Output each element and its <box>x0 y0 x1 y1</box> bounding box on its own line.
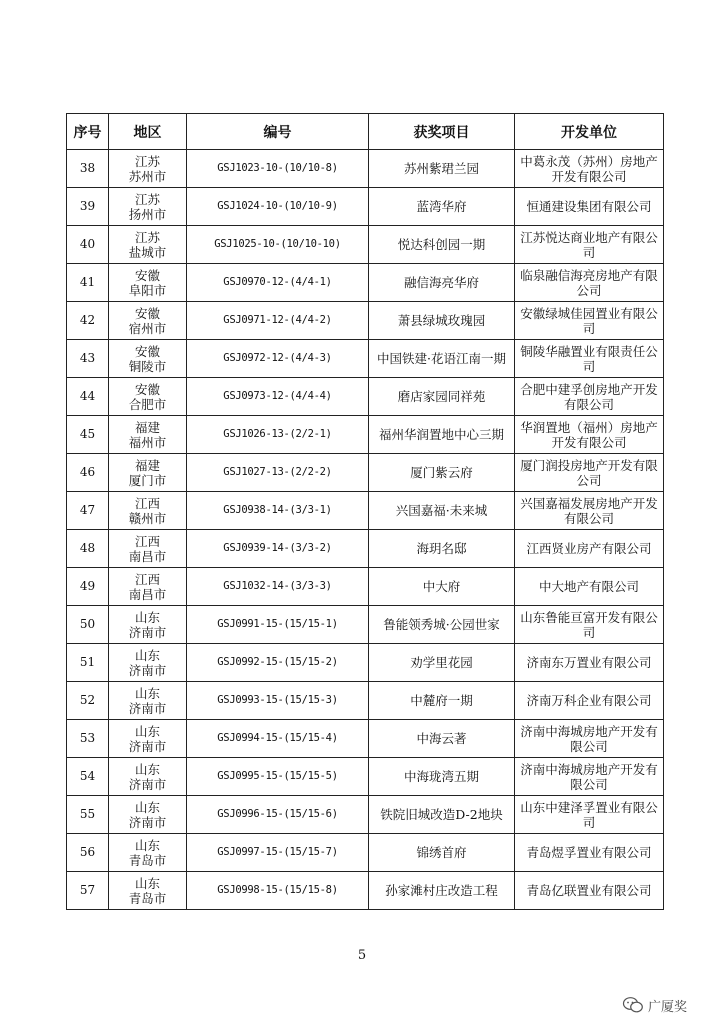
row-region <box>109 340 187 378</box>
region-city: 合肥市 <box>128 396 167 412</box>
row-code: GSJ1023-10-(10/10-8) <box>187 150 369 188</box>
row-code: GSJ0997-15-(15/15-7) <box>187 834 369 872</box>
row-project: 中海珑湾五期 <box>369 758 515 796</box>
row-code: GSJ1026-13-(2/2-1) <box>187 416 369 454</box>
row-code: GSJ0992-15-(15/15-2) <box>187 644 369 682</box>
table-row <box>67 834 664 872</box>
row-number: 38 <box>67 150 109 188</box>
row-code: GSJ0939-14-(3/3-2) <box>187 530 369 568</box>
region-city: 济南市 <box>128 738 167 754</box>
award-table <box>66 113 664 910</box>
row-number: 47 <box>67 492 109 530</box>
row-region <box>109 454 187 492</box>
row-region <box>109 378 187 416</box>
region-province: 山东 <box>134 875 160 891</box>
row-developer: 兴国嘉福发展房地产开发有限公司 <box>515 492 664 530</box>
table-row <box>67 530 664 568</box>
table-row <box>67 264 664 302</box>
region-city: 苏州市 <box>128 168 167 184</box>
table-row <box>67 606 664 644</box>
row-number: 51 <box>67 644 109 682</box>
region-province: 江苏 <box>134 153 160 169</box>
region-province: 安徽 <box>134 343 160 359</box>
region-province: 福建 <box>134 419 160 435</box>
row-region <box>109 492 187 530</box>
row-number: 55 <box>67 796 109 834</box>
row-number: 45 <box>67 416 109 454</box>
row-project: 中海云著 <box>369 720 515 758</box>
header-region: 地区 <box>109 114 187 150</box>
region-city: 青岛市 <box>128 890 167 906</box>
row-project: 兴国嘉福·未来城 <box>369 492 515 530</box>
region-province: 江西 <box>134 533 160 549</box>
wechat-icon <box>622 996 644 1014</box>
region-city: 南昌市 <box>128 548 167 564</box>
row-code: GSJ1027-13-(2/2-2) <box>187 454 369 492</box>
page-number: 5 <box>357 948 367 963</box>
row-code: GSJ0991-15-(15/15-1) <box>187 606 369 644</box>
row-region <box>109 758 187 796</box>
region-province: 江苏 <box>134 191 160 207</box>
row-region <box>109 226 187 264</box>
row-developer: 青岛亿联置业有限公司 <box>515 872 664 910</box>
row-region <box>109 150 187 188</box>
row-code: GSJ0970-12-(4/4-1) <box>187 264 369 302</box>
row-code: GSJ1032-14-(3/3-3) <box>187 568 369 606</box>
row-region <box>109 872 187 910</box>
table-row <box>67 454 664 492</box>
row-number: 50 <box>67 606 109 644</box>
region-province: 江苏 <box>134 229 160 245</box>
row-number: 48 <box>67 530 109 568</box>
region-province: 安徽 <box>134 381 160 397</box>
row-number: 54 <box>67 758 109 796</box>
table-row <box>67 302 664 340</box>
table-header-row <box>67 114 664 150</box>
row-region <box>109 834 187 872</box>
row-developer: 江苏悦达商业地产有限公司 <box>515 226 664 264</box>
region-city: 济南市 <box>128 814 167 830</box>
row-code: GSJ0994-15-(15/15-4) <box>187 720 369 758</box>
row-developer: 青岛煜孚置业有限公司 <box>515 834 664 872</box>
row-developer: 安徽绿城佳园置业有限公司 <box>515 302 664 340</box>
header-code: 编号 <box>187 114 369 150</box>
row-number: 46 <box>67 454 109 492</box>
region-city: 宿州市 <box>128 320 167 336</box>
region-province: 山东 <box>134 609 160 625</box>
watermark <box>622 994 714 1016</box>
table-row <box>67 416 664 454</box>
row-region <box>109 606 187 644</box>
row-project: 融信海亮华府 <box>369 264 515 302</box>
row-developer: 济南万科企业有限公司 <box>515 682 664 720</box>
row-project: 劝学里花园 <box>369 644 515 682</box>
row-number: 53 <box>67 720 109 758</box>
row-number: 49 <box>67 568 109 606</box>
region-province: 山东 <box>134 723 160 739</box>
table-row <box>67 568 664 606</box>
row-number: 57 <box>67 872 109 910</box>
row-region <box>109 530 187 568</box>
row-code: GSJ1025-10-(10/10-10) <box>187 226 369 264</box>
row-code: GSJ0995-15-(15/15-5) <box>187 758 369 796</box>
row-project: 福州华润置地中心三期 <box>369 416 515 454</box>
table-row <box>67 644 664 682</box>
row-number: 42 <box>67 302 109 340</box>
row-region <box>109 796 187 834</box>
row-project: 厦门紫云府 <box>369 454 515 492</box>
region-province: 山东 <box>134 647 160 663</box>
row-number: 40 <box>67 226 109 264</box>
header-project: 获奖项目 <box>369 114 515 150</box>
row-code: GSJ0971-12-(4/4-2) <box>187 302 369 340</box>
row-developer: 华润置地（福州）房地产开发有限公司 <box>515 416 664 454</box>
row-project: 鲁能领秀城·公园世家 <box>369 606 515 644</box>
region-province: 安徽 <box>134 267 160 283</box>
row-developer: 恒通建设集团有限公司 <box>515 188 664 226</box>
region-city: 福州市 <box>128 434 167 450</box>
region-city: 阜阳市 <box>128 282 167 298</box>
region-city: 盐城市 <box>128 244 167 260</box>
row-project: 蓝湾华府 <box>369 188 515 226</box>
region-city: 济南市 <box>128 624 167 640</box>
row-developer: 山东中建泽孚置业有限公司 <box>515 796 664 834</box>
region-province: 山东 <box>134 837 160 853</box>
row-region <box>109 682 187 720</box>
header-no: 序号 <box>67 114 109 150</box>
table-row <box>67 226 664 264</box>
table-row <box>67 682 664 720</box>
row-developer: 济南东万置业有限公司 <box>515 644 664 682</box>
row-project: 萧县绿城玫瑰园 <box>369 302 515 340</box>
row-developer: 临泉融信海亮房地产有限公司 <box>515 264 664 302</box>
row-developer: 中大地产有限公司 <box>515 568 664 606</box>
row-developer: 铜陵华融置业有限责任公司 <box>515 340 664 378</box>
row-developer: 济南中海城房地产开发有限公司 <box>515 758 664 796</box>
region-province: 福建 <box>134 457 160 473</box>
row-project: 中大府 <box>369 568 515 606</box>
row-region <box>109 302 187 340</box>
row-region <box>109 644 187 682</box>
row-project: 磨店家园同祥苑 <box>369 378 515 416</box>
row-code: GSJ0938-14-(3/3-1) <box>187 492 369 530</box>
table-row <box>67 720 664 758</box>
region-city: 济南市 <box>128 662 167 678</box>
region-city: 赣州市 <box>128 510 167 526</box>
table-row <box>67 796 664 834</box>
row-region <box>109 264 187 302</box>
row-code: GSJ0996-15-(15/15-6) <box>187 796 369 834</box>
row-developer: 济南中海城房地产开发有限公司 <box>515 720 664 758</box>
row-region <box>109 720 187 758</box>
region-city: 济南市 <box>128 700 167 716</box>
row-project: 铁院旧城改造D-2地块 <box>369 796 515 834</box>
table-row <box>67 378 664 416</box>
row-number: 41 <box>67 264 109 302</box>
row-region <box>109 188 187 226</box>
row-code: GSJ0993-15-(15/15-3) <box>187 682 369 720</box>
region-city: 南昌市 <box>128 586 167 602</box>
row-number: 44 <box>67 378 109 416</box>
row-project: 中麓府一期 <box>369 682 515 720</box>
row-code: GSJ1024-10-(10/10-9) <box>187 188 369 226</box>
table-row <box>67 188 664 226</box>
row-code: GSJ0973-12-(4/4-4) <box>187 378 369 416</box>
row-project: 悦达科创园一期 <box>369 226 515 264</box>
row-developer: 江西贤业房产有限公司 <box>515 530 664 568</box>
row-project: 孙家滩村庄改造工程 <box>369 872 515 910</box>
row-project: 中国铁建·花语江南一期 <box>369 340 515 378</box>
region-city: 扬州市 <box>128 206 167 222</box>
row-developer: 中葛永茂（苏州）房地产开发有限公司 <box>515 150 664 188</box>
region-province: 山东 <box>134 761 160 777</box>
region-province: 江西 <box>134 495 160 511</box>
row-code: GSJ0972-12-(4/4-3) <box>187 340 369 378</box>
header-developer: 开发单位 <box>515 114 664 150</box>
row-number: 43 <box>67 340 109 378</box>
row-developer: 合肥中建孚创房地产开发有限公司 <box>515 378 664 416</box>
row-region <box>109 568 187 606</box>
region-province: 安徽 <box>134 305 160 321</box>
table-row <box>67 492 664 530</box>
row-code: GSJ0998-15-(15/15-8) <box>187 872 369 910</box>
row-project: 苏州紫珺兰园 <box>369 150 515 188</box>
row-developer: 厦门润投房地产开发有限公司 <box>515 454 664 492</box>
row-number: 39 <box>67 188 109 226</box>
region-city: 铜陵市 <box>128 358 167 374</box>
region-city: 厦门市 <box>128 472 167 488</box>
row-developer: 山东鲁能亘富开发有限公司 <box>515 606 664 644</box>
row-project: 海玥名邸 <box>369 530 515 568</box>
row-region <box>109 416 187 454</box>
table-row <box>67 872 664 910</box>
watermark-text: 广厦奖 <box>648 999 688 1015</box>
region-province: 江西 <box>134 571 160 587</box>
region-province: 山东 <box>134 799 160 815</box>
row-number: 56 <box>67 834 109 872</box>
region-city: 青岛市 <box>128 852 167 868</box>
table-row <box>67 758 664 796</box>
row-number: 52 <box>67 682 109 720</box>
row-project: 锦绣首府 <box>369 834 515 872</box>
table-row <box>67 340 664 378</box>
table-row <box>67 150 664 188</box>
region-province: 山东 <box>134 685 160 701</box>
region-city: 济南市 <box>128 776 167 792</box>
